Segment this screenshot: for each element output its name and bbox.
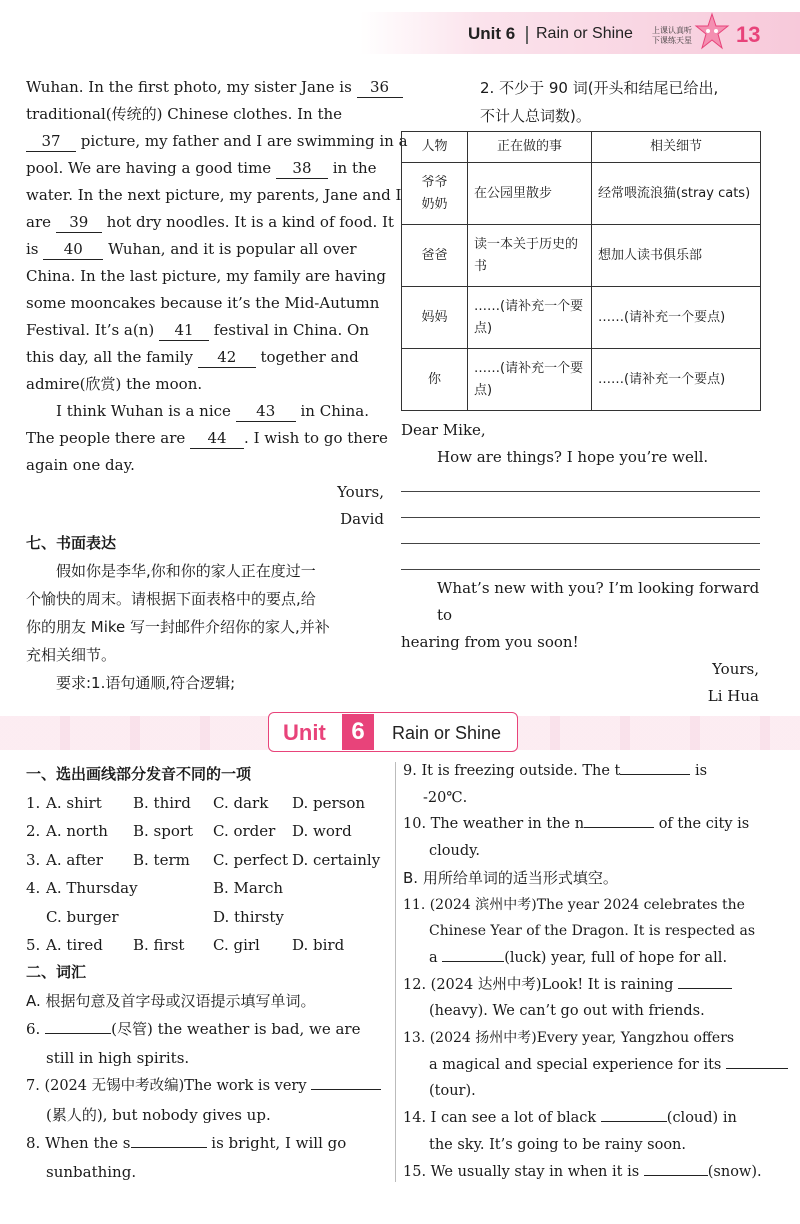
question-row: [26, 874, 390, 903]
section2-heading: 二、词汇: [26, 963, 87, 981]
question-15: 15. We usually stay in when it is (snow).: [403, 1163, 762, 1180]
question-6-cont: still in high spirits.: [46, 1048, 190, 1067]
option-d[interactable]: D. person: [292, 793, 366, 812]
question-13: 13. (2024 扬州中考)Every year, Yangzhou offers: [403, 1030, 735, 1047]
question-6: 6. (尽管) the weather is bad, we are: [26, 1020, 361, 1038]
letter: [401, 417, 761, 471]
answer-blank[interactable]: [584, 827, 654, 828]
option-b[interactable]: B. March: [213, 879, 284, 897]
passage-line: Festival. It’s a(n) 41 festival in China. On: [26, 321, 369, 339]
question-row: [26, 789, 390, 818]
slogan-line-2: 下课练天星: [652, 36, 692, 45]
passage-line: water. In the next picture, my parents, Jane and I: [26, 186, 402, 204]
question-9: 9. It is freezing outside. The t is: [403, 763, 708, 779]
table-cell: 你: [402, 349, 468, 411]
table-row: [402, 225, 761, 287]
answer-blank[interactable]: [601, 1121, 667, 1122]
prompt-line: 假如你是李华,你和你的家人正在度过一: [56, 562, 316, 580]
passage-line: Wuhan. In the first photo, my sister Jane is 36: [26, 74, 384, 101]
answer-blank[interactable]: [131, 1147, 207, 1148]
answer-blank[interactable]: [311, 1089, 381, 1090]
header-title: Rain or Shine: [536, 25, 633, 42]
option-d[interactable]: D. word: [292, 822, 352, 840]
passage-line: pool. We are having a good time 38 in the: [26, 159, 377, 177]
slogan-line-1: 上课认真听: [652, 26, 692, 35]
letter-greeting: Dear Mike,: [401, 421, 486, 439]
writing-prompt: [26, 529, 384, 697]
prompt-line: 充相关细节。: [26, 646, 117, 664]
table-cell: 读一本关于历史的书: [468, 225, 592, 287]
answer-blank[interactable]: [644, 1175, 708, 1176]
question-7: 7. (2024 无锡中考改编)The work is very: [26, 1072, 390, 1101]
letter-signature: Li Hua: [707, 687, 759, 705]
table-row: [402, 349, 761, 411]
requirement-2: [480, 74, 780, 130]
question-9-cont: -20℃.: [423, 789, 468, 806]
question-number: 2.: [26, 822, 41, 840]
prompt-line: 你的朋友 Mike 写一封邮件介绍你的家人,并补: [26, 618, 330, 636]
table-header-row: [402, 132, 761, 163]
question-10: 10. The weather in the n of the city is: [403, 816, 750, 833]
passage: [26, 74, 408, 533]
table-cell: 爷爷奶奶: [402, 163, 468, 225]
option-c[interactable]: C. order: [213, 822, 276, 840]
writing-line[interactable]: [401, 517, 760, 518]
passage-line: some mooncakes because it’s the Mid-Autumn: [26, 294, 380, 312]
table-row: [402, 163, 761, 225]
unit-banner: [0, 702, 800, 762]
option-a[interactable]: A. after: [46, 850, 103, 869]
option-b[interactable]: B. third: [133, 793, 191, 812]
blank-38[interactable]: 38: [276, 158, 328, 179]
table-cell: 想加人读书俱乐部: [592, 225, 761, 287]
column-divider: [395, 762, 396, 1182]
question-number: 4.: [26, 879, 41, 897]
header-separator: [526, 26, 528, 44]
option-c[interactable]: C. burger: [46, 907, 119, 926]
letter-opening: How are things? I hope you’re well.: [437, 448, 709, 466]
writing-heading: 七、书面表达: [26, 534, 117, 552]
passage-signature: David: [340, 510, 384, 528]
question-12-cont: (heavy). We can’t go out with friends.: [429, 1003, 705, 1020]
requirement-1: 要求:1.语句通顺,符合逻辑;: [56, 674, 236, 692]
option-c[interactable]: C. perfect: [213, 850, 288, 869]
question-number: 3.: [26, 850, 41, 869]
star-mascot-icon: [694, 12, 730, 52]
answer-blank[interactable]: [726, 1068, 788, 1069]
table-header: 相关细节: [592, 132, 761, 163]
option-a[interactable]: A. tired: [46, 936, 103, 954]
table-cell[interactable]: ……(请补充一个要点): [592, 349, 761, 411]
section-vocabulary-right: [403, 758, 763, 1185]
header-unit: Unit 6: [468, 24, 516, 43]
blank-41[interactable]: 41: [159, 320, 209, 341]
question-12: 12. (2024 达州中考)Look! It is raining: [403, 972, 763, 999]
option-c[interactable]: C. dark: [213, 793, 269, 812]
blank-37[interactable]: 37: [26, 131, 76, 152]
question-11-cont: Chinese Year of the Dragon. It is respected as: [429, 923, 756, 940]
letter-closing: Yours,: [712, 660, 759, 678]
passage-line: traditional(传统的) Chinese clothes. In the: [26, 105, 343, 123]
banner-unit-number: 6: [342, 714, 374, 750]
table-cell: 妈妈: [402, 287, 468, 349]
blank-40[interactable]: 40: [43, 239, 103, 260]
passage-line: again one day.: [26, 456, 135, 474]
question-row: [26, 931, 390, 960]
passage-line: is 40 Wuhan, and it is popular all over: [26, 240, 357, 258]
question-10-cont: cloudy.: [429, 843, 480, 860]
prompt-line: 个愉快的周末。请根据下面表格中的要点,给: [26, 590, 316, 608]
table-cell[interactable]: ……(请补充一个要点): [592, 287, 761, 349]
option-a[interactable]: A. Thursday: [46, 879, 138, 897]
answer-blank[interactable]: [442, 961, 504, 962]
table-header: 人物: [402, 132, 468, 163]
part-b-instruction: B. 用所给单词的适当形式填空。: [403, 868, 618, 887]
table-cell[interactable]: ……(请补充一个要点): [468, 349, 592, 411]
section-pronunciation: [26, 760, 390, 960]
passage-line: I think Wuhan is a nice 43 in China.: [56, 402, 370, 420]
blank-36[interactable]: 36: [357, 77, 403, 98]
table-cell[interactable]: ……(请补充一个要点): [468, 287, 592, 349]
passage-closing: Yours,: [337, 483, 384, 501]
answer-blank[interactable]: [678, 988, 732, 989]
question-14: 14. I can see a lot of black (cloud) in: [403, 1110, 737, 1127]
page-number: 13: [736, 22, 761, 47]
question-8-cont: sunbathing.: [46, 1162, 137, 1181]
table-cell: 在公园里散步: [468, 163, 592, 225]
writing-line[interactable]: [401, 569, 760, 570]
question-row: [26, 903, 390, 932]
question-13-cont2: (tour).: [429, 1083, 476, 1100]
question-number: 1.: [26, 793, 41, 812]
answer-blank[interactable]: [45, 1033, 111, 1034]
question-11: 11. (2024 滨州中考)The year 2024 celebrates the: [403, 896, 745, 913]
blank-42[interactable]: 42: [198, 347, 256, 368]
option-b[interactable]: B. term: [133, 850, 190, 869]
table-row: [402, 287, 761, 349]
option-d[interactable]: D. thirsty: [213, 907, 284, 926]
header-slogan: [652, 26, 692, 46]
option-a[interactable]: A. shirt: [46, 793, 102, 812]
blank-44[interactable]: 44: [190, 428, 244, 449]
section1-heading: 一、选出画线部分发音不同的一项: [26, 765, 252, 783]
option-d[interactable]: D. bird: [292, 936, 345, 954]
passage-line: this day, all the family 42 together and: [26, 348, 359, 366]
question-number: 5.: [26, 936, 41, 954]
answer-blank[interactable]: [620, 774, 690, 775]
passage-line: 37 picture, my father and I are swimming in a: [26, 128, 384, 155]
letter-end-line: What’s new with you? I’m looking forward to: [437, 579, 760, 624]
letter-end-line: hearing from you soon!: [401, 633, 579, 651]
banner-unit-word: Unit: [283, 720, 326, 745]
section-vocabulary: [26, 958, 390, 1186]
question-7-cont: (累人的), but nobody gives up.: [46, 1105, 271, 1124]
option-d[interactable]: D. certainly: [292, 850, 381, 869]
banner-title: Rain or Shine: [392, 723, 502, 743]
option-c[interactable]: C. girl: [213, 936, 260, 954]
letter-ending: [401, 575, 761, 710]
table-cell: 爸爸: [402, 225, 468, 287]
writing-line[interactable]: [401, 543, 760, 544]
info-table: [401, 131, 761, 411]
passage-line: admire(欣赏) the moon.: [26, 375, 203, 393]
requirement-2-line-2: 不计人总词数)。: [480, 107, 591, 125]
question-row: [26, 817, 390, 846]
question-14-cont: the sky. It’s going to be rainy soon.: [429, 1136, 686, 1153]
page-header: [0, 0, 800, 62]
option-b[interactable]: B. sport: [133, 822, 194, 840]
question-11-cont2: a (luck) year, full of hope for all.: [429, 949, 728, 966]
question-row: [26, 846, 390, 875]
passage-line: China. In the last picture, my family are having: [26, 267, 386, 285]
question-8: 8. When the s is bright, I will go: [26, 1134, 347, 1152]
option-a[interactable]: A. north: [46, 822, 108, 840]
passage-line: The people there are 44 . I wish to go there: [26, 429, 388, 447]
option-b[interactable]: B. first: [133, 936, 185, 954]
table-cell: 经常喂流浪猫(stray cats): [592, 163, 761, 225]
blank-39[interactable]: 39: [56, 212, 102, 233]
passage-line: are 39 hot dry noodles. It is a kind of food. It: [26, 213, 394, 231]
question-13-cont: a magical and special experience for its: [403, 1052, 763, 1079]
part-a-instruction: A. 根据句意及首字母或汉语提示填写单词。: [26, 991, 316, 1010]
table-header: 正在做的事: [468, 132, 592, 163]
writing-line[interactable]: [401, 491, 760, 492]
requirement-2-line-1: 2. 不少于 90 词(开头和结尾已给出,: [480, 79, 719, 97]
blank-43[interactable]: 43: [236, 401, 296, 422]
